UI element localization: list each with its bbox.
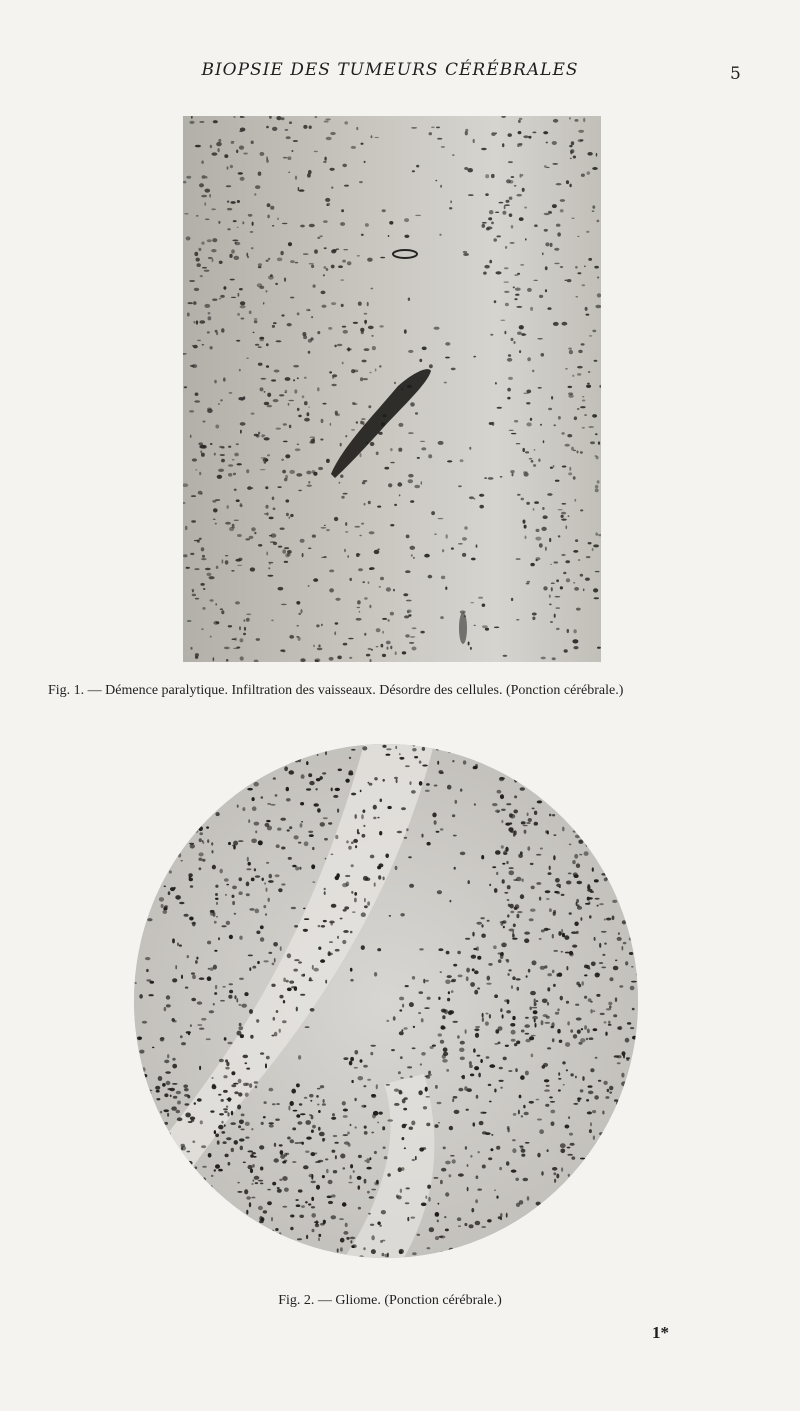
figure-1-caption: Fig. 1. — Démence paralytique. Infiltration des vaisseaux. Désordre des cellules. (Ponction cérébrale.): [48, 683, 624, 698]
running-title: BIOPSIE DES TUMEURS CÉRÉBRALES: [201, 60, 579, 80]
figure-2-micrograph: [134, 744, 638, 1258]
figure-1-micrograph: [183, 116, 601, 662]
page-number: 5: [730, 64, 741, 84]
signature-mark: 1*: [652, 1323, 669, 1342]
figure-2-caption: Fig. 2. — Gliome. (Ponction cérébrale.): [278, 1293, 502, 1308]
